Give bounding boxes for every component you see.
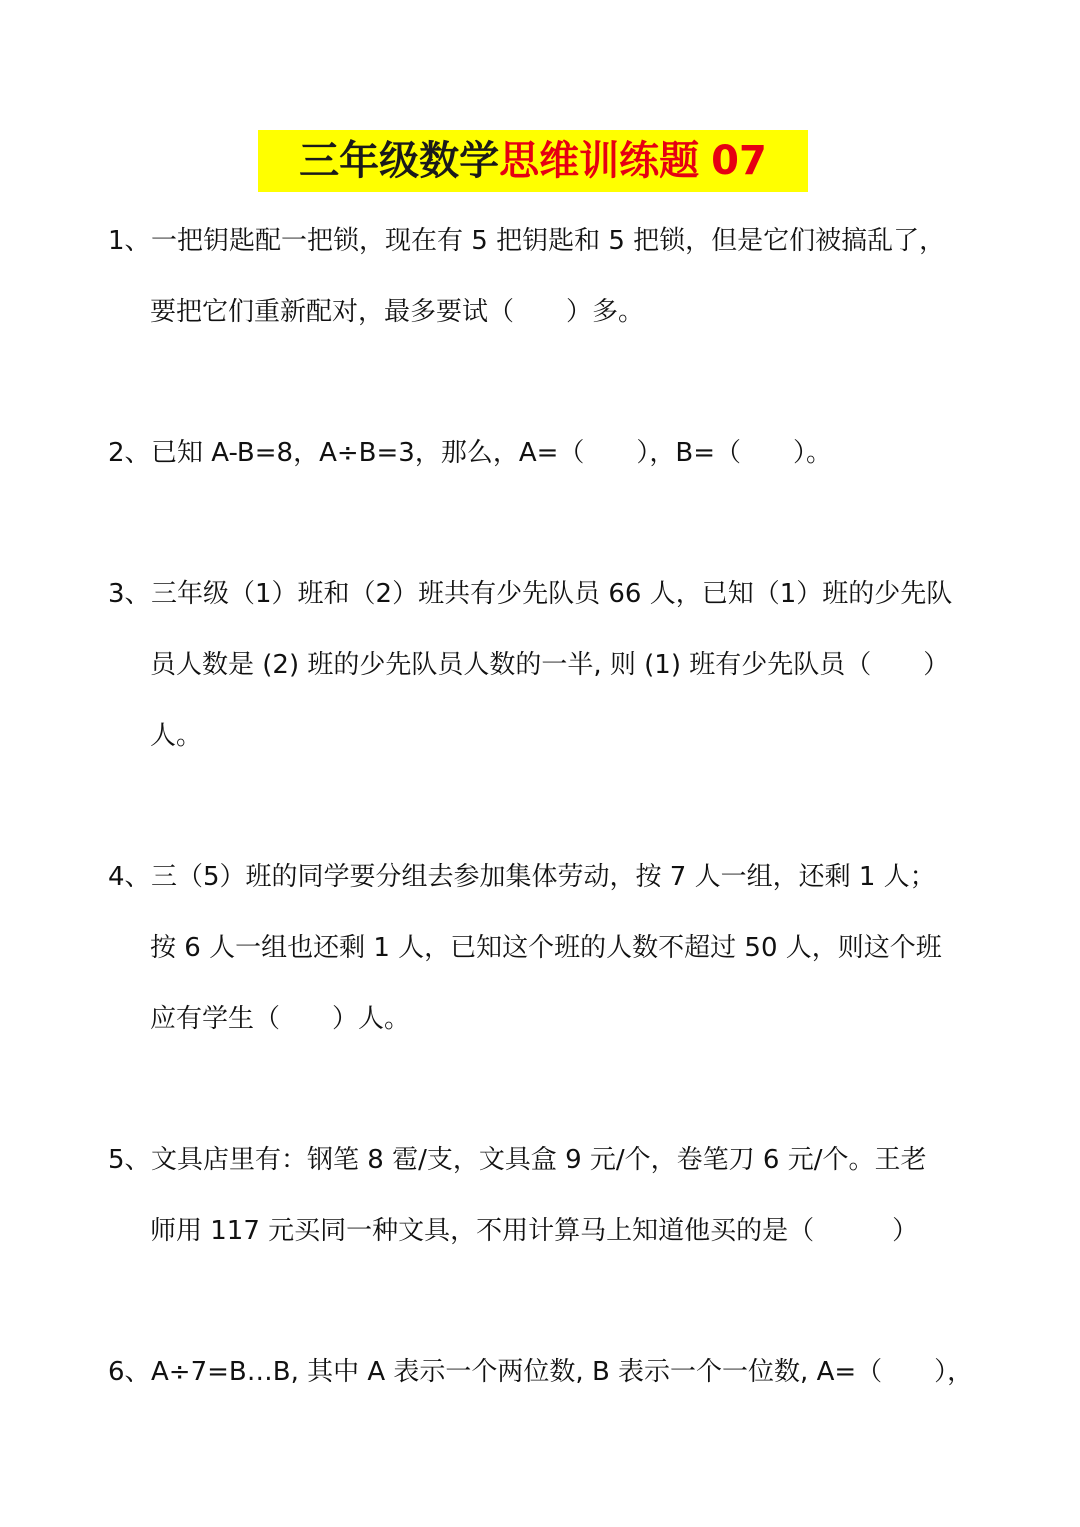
question-line [108,418,978,489]
question-line [108,559,978,630]
question-number: 3、 [108,579,151,609]
question-1 [108,206,978,348]
question-text: A÷7=B…B, 其中 A 表示一个两位数, B 表示一个一位数, A=（ ）， [151,1357,974,1387]
title-black-part: 三年级数学 [299,138,500,184]
question-text: 已知 A-B=8，A÷B=3，那么，A=（ ），B=（ ）。 [151,438,833,468]
question-line [108,277,978,348]
title-red-part: 思维训练题 [499,138,700,184]
question-line [108,701,978,772]
question-6 [108,1337,978,1408]
question-line [108,984,978,1055]
question-4 [108,842,978,1055]
question-text: 应有学生（ ）人。 [150,1004,411,1034]
question-text: 师用 117 元买同一种文具，不用计算马上知道他买的是（ ） [150,1216,919,1246]
question-line [108,1125,978,1196]
question-line [108,913,978,984]
question-text: 三（5）班的同学要分组去参加集体劳动，按 7 人一组，还剩 1 人； [151,862,936,892]
question-text: 员人数是 (2) 班的少先队员人数的一半, 则 (1) 班有少先队员（ ） [150,650,950,680]
question-text: 一把钥匙配一把锁，现在有 5 把钥匙和 5 把锁，但是它们被搞乱了， [151,226,946,256]
question-text: 要把它们重新配对，最多要试（ ）多。 [150,297,645,327]
question-text: 按 6 人一组也还剩 1 人，已知这个班的人数不超过 50 人，则这个班 [150,933,942,963]
question-line [108,1337,978,1408]
question-number: 4、 [108,862,151,892]
question-number: 1、 [108,226,151,256]
question-number: 5、 [108,1145,151,1175]
question-number: 6、 [108,1357,151,1387]
title-number: 07 [711,138,767,184]
question-5 [108,1125,978,1267]
question-text: 三年级（1）班和（2）班共有少先队员 66 人，已知（1）班的少先队 [151,579,953,609]
question-text: 人。 [150,721,203,751]
question-line [108,630,978,701]
question-line [108,842,978,913]
question-2 [108,418,978,489]
page-title [258,130,808,192]
question-text: 文具店里有：钢笔 8 雹/支，文具盒 9 元/个，卷笔刀 6 元/个。王老 [151,1145,927,1175]
question-line [108,1196,978,1267]
question-line [108,206,978,277]
question-number: 2、 [108,438,151,468]
question-3 [108,559,978,772]
